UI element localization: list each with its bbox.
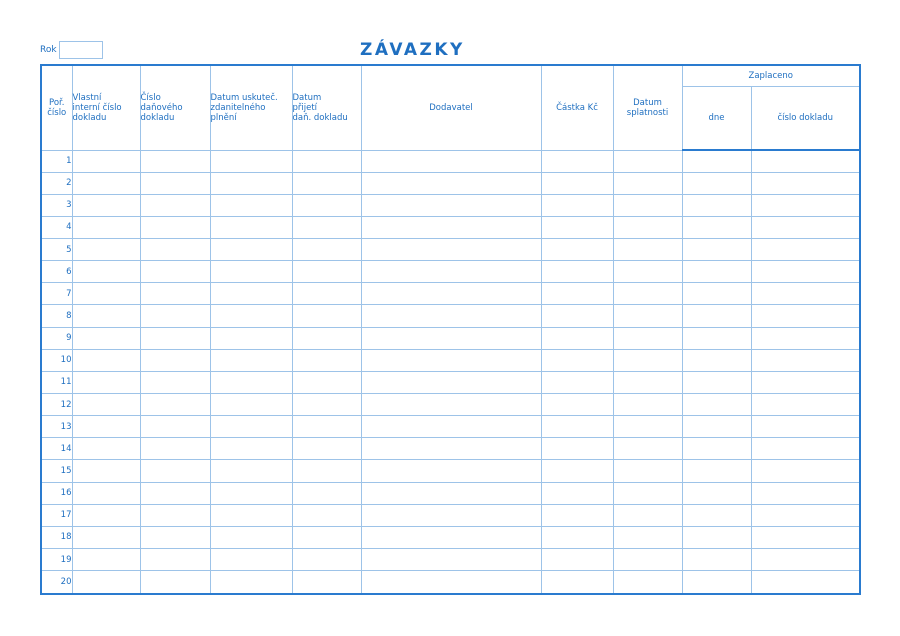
entry-cell[interactable] — [361, 416, 541, 438]
entry-cell[interactable] — [751, 305, 860, 327]
row-number: 12 — [41, 394, 72, 416]
entry-cell[interactable] — [541, 526, 613, 548]
entry-cell[interactable] — [613, 305, 682, 327]
entry-cell[interactable] — [140, 327, 210, 349]
header-paid-group: Zaplaceno — [682, 65, 860, 86]
entry-cell[interactable] — [72, 305, 140, 327]
entry-cell[interactable] — [541, 349, 613, 371]
entry-cell[interactable] — [140, 504, 210, 526]
entry-cell[interactable] — [751, 394, 860, 416]
table-row — [41, 216, 860, 238]
entry-cell[interactable] — [541, 460, 613, 482]
entry-cell[interactable] — [292, 394, 361, 416]
entry-cell[interactable] — [682, 239, 751, 261]
entry-cell[interactable] — [751, 327, 860, 349]
entry-cell[interactable] — [292, 504, 361, 526]
entry-cell[interactable] — [292, 482, 361, 504]
entry-cell[interactable] — [751, 371, 860, 393]
entry-cell[interactable] — [682, 150, 751, 172]
entry-cell[interactable] — [140, 216, 210, 238]
entry-cell[interactable] — [72, 172, 140, 194]
entry-cell[interactable] — [613, 172, 682, 194]
header-amount: Částka Kč — [541, 65, 613, 150]
entry-cell[interactable] — [140, 549, 210, 571]
entry-cell[interactable] — [682, 172, 751, 194]
entry-cell[interactable] — [140, 416, 210, 438]
entry-cell[interactable] — [72, 482, 140, 504]
entry-cell[interactable] — [210, 327, 292, 349]
entry-cell[interactable] — [613, 438, 682, 460]
entry-cell[interactable] — [72, 371, 140, 393]
header-tax-document-number: Číslo daňového dokladu — [140, 65, 210, 150]
entry-cell[interactable] — [613, 327, 682, 349]
row-number: 15 — [41, 460, 72, 482]
entry-cell[interactable] — [682, 526, 751, 548]
entry-cell[interactable] — [210, 150, 292, 172]
entry-cell[interactable] — [140, 261, 210, 283]
table-row — [41, 416, 860, 438]
entry-cell[interactable] — [361, 460, 541, 482]
entry-cell[interactable] — [682, 394, 751, 416]
entry-cell[interactable] — [292, 416, 361, 438]
row-number: 9 — [41, 327, 72, 349]
entry-cell[interactable] — [613, 416, 682, 438]
header-internal-number: Vlastní interní číslo dokladu — [72, 65, 140, 150]
entry-cell[interactable] — [613, 349, 682, 371]
row-number: 2 — [41, 172, 72, 194]
table-row — [41, 438, 860, 460]
entry-cell[interactable] — [682, 305, 751, 327]
entry-cell[interactable] — [541, 216, 613, 238]
entry-cell[interactable] — [751, 438, 860, 460]
header-supplier: Dodavatel — [361, 65, 541, 150]
entry-cell[interactable] — [292, 327, 361, 349]
entry-cell[interactable] — [72, 526, 140, 548]
entry-cell[interactable] — [682, 216, 751, 238]
table-row — [41, 394, 860, 416]
entry-cell[interactable] — [361, 283, 541, 305]
entry-cell[interactable] — [292, 549, 361, 571]
entry-cell[interactable] — [751, 526, 860, 548]
entry-cell[interactable] — [72, 416, 140, 438]
table-row — [41, 239, 860, 261]
entry-cell[interactable] — [140, 438, 210, 460]
entry-cell[interactable] — [682, 416, 751, 438]
entry-cell[interactable] — [72, 261, 140, 283]
entry-cell[interactable] — [140, 305, 210, 327]
entry-cell[interactable] — [682, 371, 751, 393]
entry-cell[interactable] — [751, 549, 860, 571]
entry-cell[interactable] — [751, 216, 860, 238]
table-row — [41, 371, 860, 393]
entry-cell[interactable] — [210, 283, 292, 305]
entry-cell[interactable] — [682, 438, 751, 460]
entry-cell[interactable] — [140, 371, 210, 393]
entry-cell[interactable] — [361, 438, 541, 460]
entry-cell[interactable] — [541, 261, 613, 283]
table-body — [41, 150, 860, 594]
entry-cell[interactable] — [751, 194, 860, 216]
entry-cell[interactable] — [682, 349, 751, 371]
entry-cell[interactable] — [361, 261, 541, 283]
entry-cell[interactable] — [682, 549, 751, 571]
entry-cell[interactable] — [361, 394, 541, 416]
table-row — [41, 526, 860, 548]
entry-cell[interactable] — [72, 194, 140, 216]
entry-cell[interactable] — [140, 349, 210, 371]
entry-cell[interactable] — [72, 216, 140, 238]
entry-cell[interactable] — [682, 571, 751, 594]
table-row — [41, 549, 860, 571]
entry-cell[interactable] — [140, 194, 210, 216]
entry-cell[interactable] — [210, 349, 292, 371]
entry-cell[interactable] — [140, 283, 210, 305]
entry-cell[interactable] — [292, 283, 361, 305]
entry-cell[interactable] — [72, 460, 140, 482]
entry-cell[interactable] — [541, 239, 613, 261]
entry-cell[interactable] — [72, 283, 140, 305]
entry-cell[interactable] — [751, 172, 860, 194]
entry-cell[interactable] — [210, 371, 292, 393]
entry-cell[interactable] — [682, 460, 751, 482]
row-number: 14 — [41, 438, 72, 460]
entry-cell[interactable] — [210, 549, 292, 571]
table-row — [41, 172, 860, 194]
entry-cell[interactable] — [751, 150, 860, 172]
entry-cell[interactable] — [292, 150, 361, 172]
entry-cell[interactable] — [613, 460, 682, 482]
liabilities-table — [40, 64, 861, 595]
entry-cell[interactable] — [210, 482, 292, 504]
entry-cell[interactable] — [751, 571, 860, 594]
entry-cell[interactable] — [210, 216, 292, 238]
entry-cell[interactable] — [72, 571, 140, 594]
row-number: 3 — [41, 194, 72, 216]
entry-cell[interactable] — [361, 150, 541, 172]
entry-cell[interactable] — [292, 460, 361, 482]
entry-cell[interactable] — [292, 216, 361, 238]
table-row — [41, 482, 860, 504]
row-number: 10 — [41, 349, 72, 371]
year-input[interactable] — [59, 41, 103, 59]
entry-cell[interactable] — [613, 239, 682, 261]
entry-cell[interactable] — [751, 460, 860, 482]
row-number: 18 — [41, 526, 72, 548]
entry-cell[interactable] — [361, 482, 541, 504]
entry-cell[interactable] — [751, 416, 860, 438]
year-label: Rok — [40, 45, 57, 55]
entry-cell[interactable] — [541, 571, 613, 594]
entry-cell[interactable] — [361, 239, 541, 261]
entry-cell[interactable] — [613, 504, 682, 526]
entry-cell[interactable] — [210, 305, 292, 327]
table-row — [41, 571, 860, 594]
entry-cell[interactable] — [541, 482, 613, 504]
entry-cell[interactable] — [541, 549, 613, 571]
entry-cell[interactable] — [72, 150, 140, 172]
entry-cell[interactable] — [292, 438, 361, 460]
entry-cell[interactable] — [541, 371, 613, 393]
entry-cell[interactable] — [751, 349, 860, 371]
entry-cell[interactable] — [682, 261, 751, 283]
table-row — [41, 261, 860, 283]
entry-cell[interactable] — [682, 327, 751, 349]
entry-cell[interactable] — [541, 504, 613, 526]
entry-cell[interactable] — [613, 526, 682, 548]
row-number: 16 — [41, 482, 72, 504]
entry-cell[interactable] — [292, 172, 361, 194]
entry-cell[interactable] — [613, 216, 682, 238]
entry-cell[interactable] — [541, 283, 613, 305]
entry-cell[interactable] — [541, 438, 613, 460]
entry-cell[interactable] — [682, 504, 751, 526]
entry-cell[interactable] — [361, 172, 541, 194]
entry-cell[interactable] — [613, 549, 682, 571]
header-taxable-supply-date: Datum uskuteč. zdanitelného plnění — [210, 65, 292, 150]
row-number: 8 — [41, 305, 72, 327]
table-row — [41, 349, 860, 371]
header-paid-document-number: číslo dokladu — [751, 86, 860, 150]
entry-cell[interactable] — [292, 194, 361, 216]
entry-cell[interactable] — [72, 504, 140, 526]
entry-cell[interactable] — [541, 172, 613, 194]
header-row-number: Poř. číslo — [41, 65, 72, 150]
entry-cell[interactable] — [541, 150, 613, 172]
entry-cell[interactable] — [361, 526, 541, 548]
table-row — [41, 283, 860, 305]
entry-cell[interactable] — [210, 394, 292, 416]
entry-cell[interactable] — [361, 371, 541, 393]
entry-cell[interactable] — [210, 504, 292, 526]
entry-cell[interactable] — [682, 283, 751, 305]
entry-cell[interactable] — [541, 394, 613, 416]
entry-cell[interactable] — [140, 482, 210, 504]
table-row — [41, 504, 860, 526]
entry-cell[interactable] — [682, 482, 751, 504]
entry-cell[interactable] — [361, 349, 541, 371]
entry-cell[interactable] — [361, 327, 541, 349]
entry-cell[interactable] — [613, 571, 682, 594]
entry-cell[interactable] — [541, 327, 613, 349]
entry-cell[interactable] — [361, 194, 541, 216]
entry-cell[interactable] — [361, 549, 541, 571]
entry-cell[interactable] — [541, 416, 613, 438]
row-number: 13 — [41, 416, 72, 438]
entry-cell[interactable] — [292, 571, 361, 594]
entry-cell[interactable] — [613, 371, 682, 393]
entry-cell[interactable] — [210, 438, 292, 460]
row-number: 11 — [41, 371, 72, 393]
entry-cell[interactable] — [361, 216, 541, 238]
entry-cell[interactable] — [292, 371, 361, 393]
row-number: 5 — [41, 239, 72, 261]
entry-cell[interactable] — [292, 261, 361, 283]
row-number: 17 — [41, 504, 72, 526]
entry-cell[interactable] — [72, 349, 140, 371]
header-paid-on: dne — [682, 86, 751, 150]
row-number: 7 — [41, 283, 72, 305]
entry-cell[interactable] — [361, 305, 541, 327]
entry-cell[interactable] — [682, 194, 751, 216]
entry-cell[interactable] — [210, 416, 292, 438]
table-row — [41, 150, 860, 172]
entry-cell[interactable] — [140, 526, 210, 548]
entry-cell[interactable] — [72, 327, 140, 349]
entry-cell[interactable] — [361, 571, 541, 594]
entry-cell[interactable] — [751, 261, 860, 283]
entry-cell[interactable] — [210, 194, 292, 216]
entry-cell[interactable] — [140, 172, 210, 194]
entry-cell[interactable] — [140, 239, 210, 261]
header-receipt-date: Datum přijetí daň. dokladu — [292, 65, 361, 150]
row-number: 19 — [41, 549, 72, 571]
entry-cell[interactable] — [140, 394, 210, 416]
table-row — [41, 327, 860, 349]
entry-cell[interactable] — [292, 305, 361, 327]
entry-cell[interactable] — [751, 239, 860, 261]
entry-cell[interactable] — [72, 549, 140, 571]
entry-cell[interactable] — [210, 239, 292, 261]
entry-cell[interactable] — [751, 283, 860, 305]
entry-cell[interactable] — [751, 504, 860, 526]
entry-cell[interactable] — [613, 194, 682, 216]
entry-cell[interactable] — [613, 482, 682, 504]
row-number: 4 — [41, 216, 72, 238]
entry-cell[interactable] — [613, 150, 682, 172]
entry-cell[interactable] — [292, 349, 361, 371]
table-row — [41, 460, 860, 482]
table-row — [41, 305, 860, 327]
entry-cell[interactable] — [541, 305, 613, 327]
entry-cell[interactable] — [140, 150, 210, 172]
entry-cell[interactable] — [613, 283, 682, 305]
row-number: 6 — [41, 261, 72, 283]
entry-cell[interactable] — [751, 482, 860, 504]
entry-cell[interactable] — [210, 571, 292, 594]
entry-cell[interactable] — [361, 504, 541, 526]
entry-cell[interactable] — [72, 239, 140, 261]
header-due-date: Datum splatnosti — [613, 65, 682, 150]
entry-cell[interactable] — [72, 438, 140, 460]
entry-cell[interactable] — [210, 526, 292, 548]
table-row — [41, 194, 860, 216]
entry-cell[interactable] — [541, 194, 613, 216]
entry-cell[interactable] — [210, 172, 292, 194]
entry-cell[interactable] — [140, 571, 210, 594]
entry-cell[interactable] — [210, 460, 292, 482]
entry-cell[interactable] — [210, 261, 292, 283]
row-number: 20 — [41, 571, 72, 594]
entry-cell[interactable] — [613, 261, 682, 283]
page-title: ZÁVAZKY — [360, 40, 465, 60]
entry-cell[interactable] — [72, 394, 140, 416]
entry-cell[interactable] — [292, 526, 361, 548]
entry-cell[interactable] — [613, 394, 682, 416]
row-number: 1 — [41, 150, 72, 172]
entry-cell[interactable] — [292, 239, 361, 261]
entry-cell[interactable] — [140, 460, 210, 482]
